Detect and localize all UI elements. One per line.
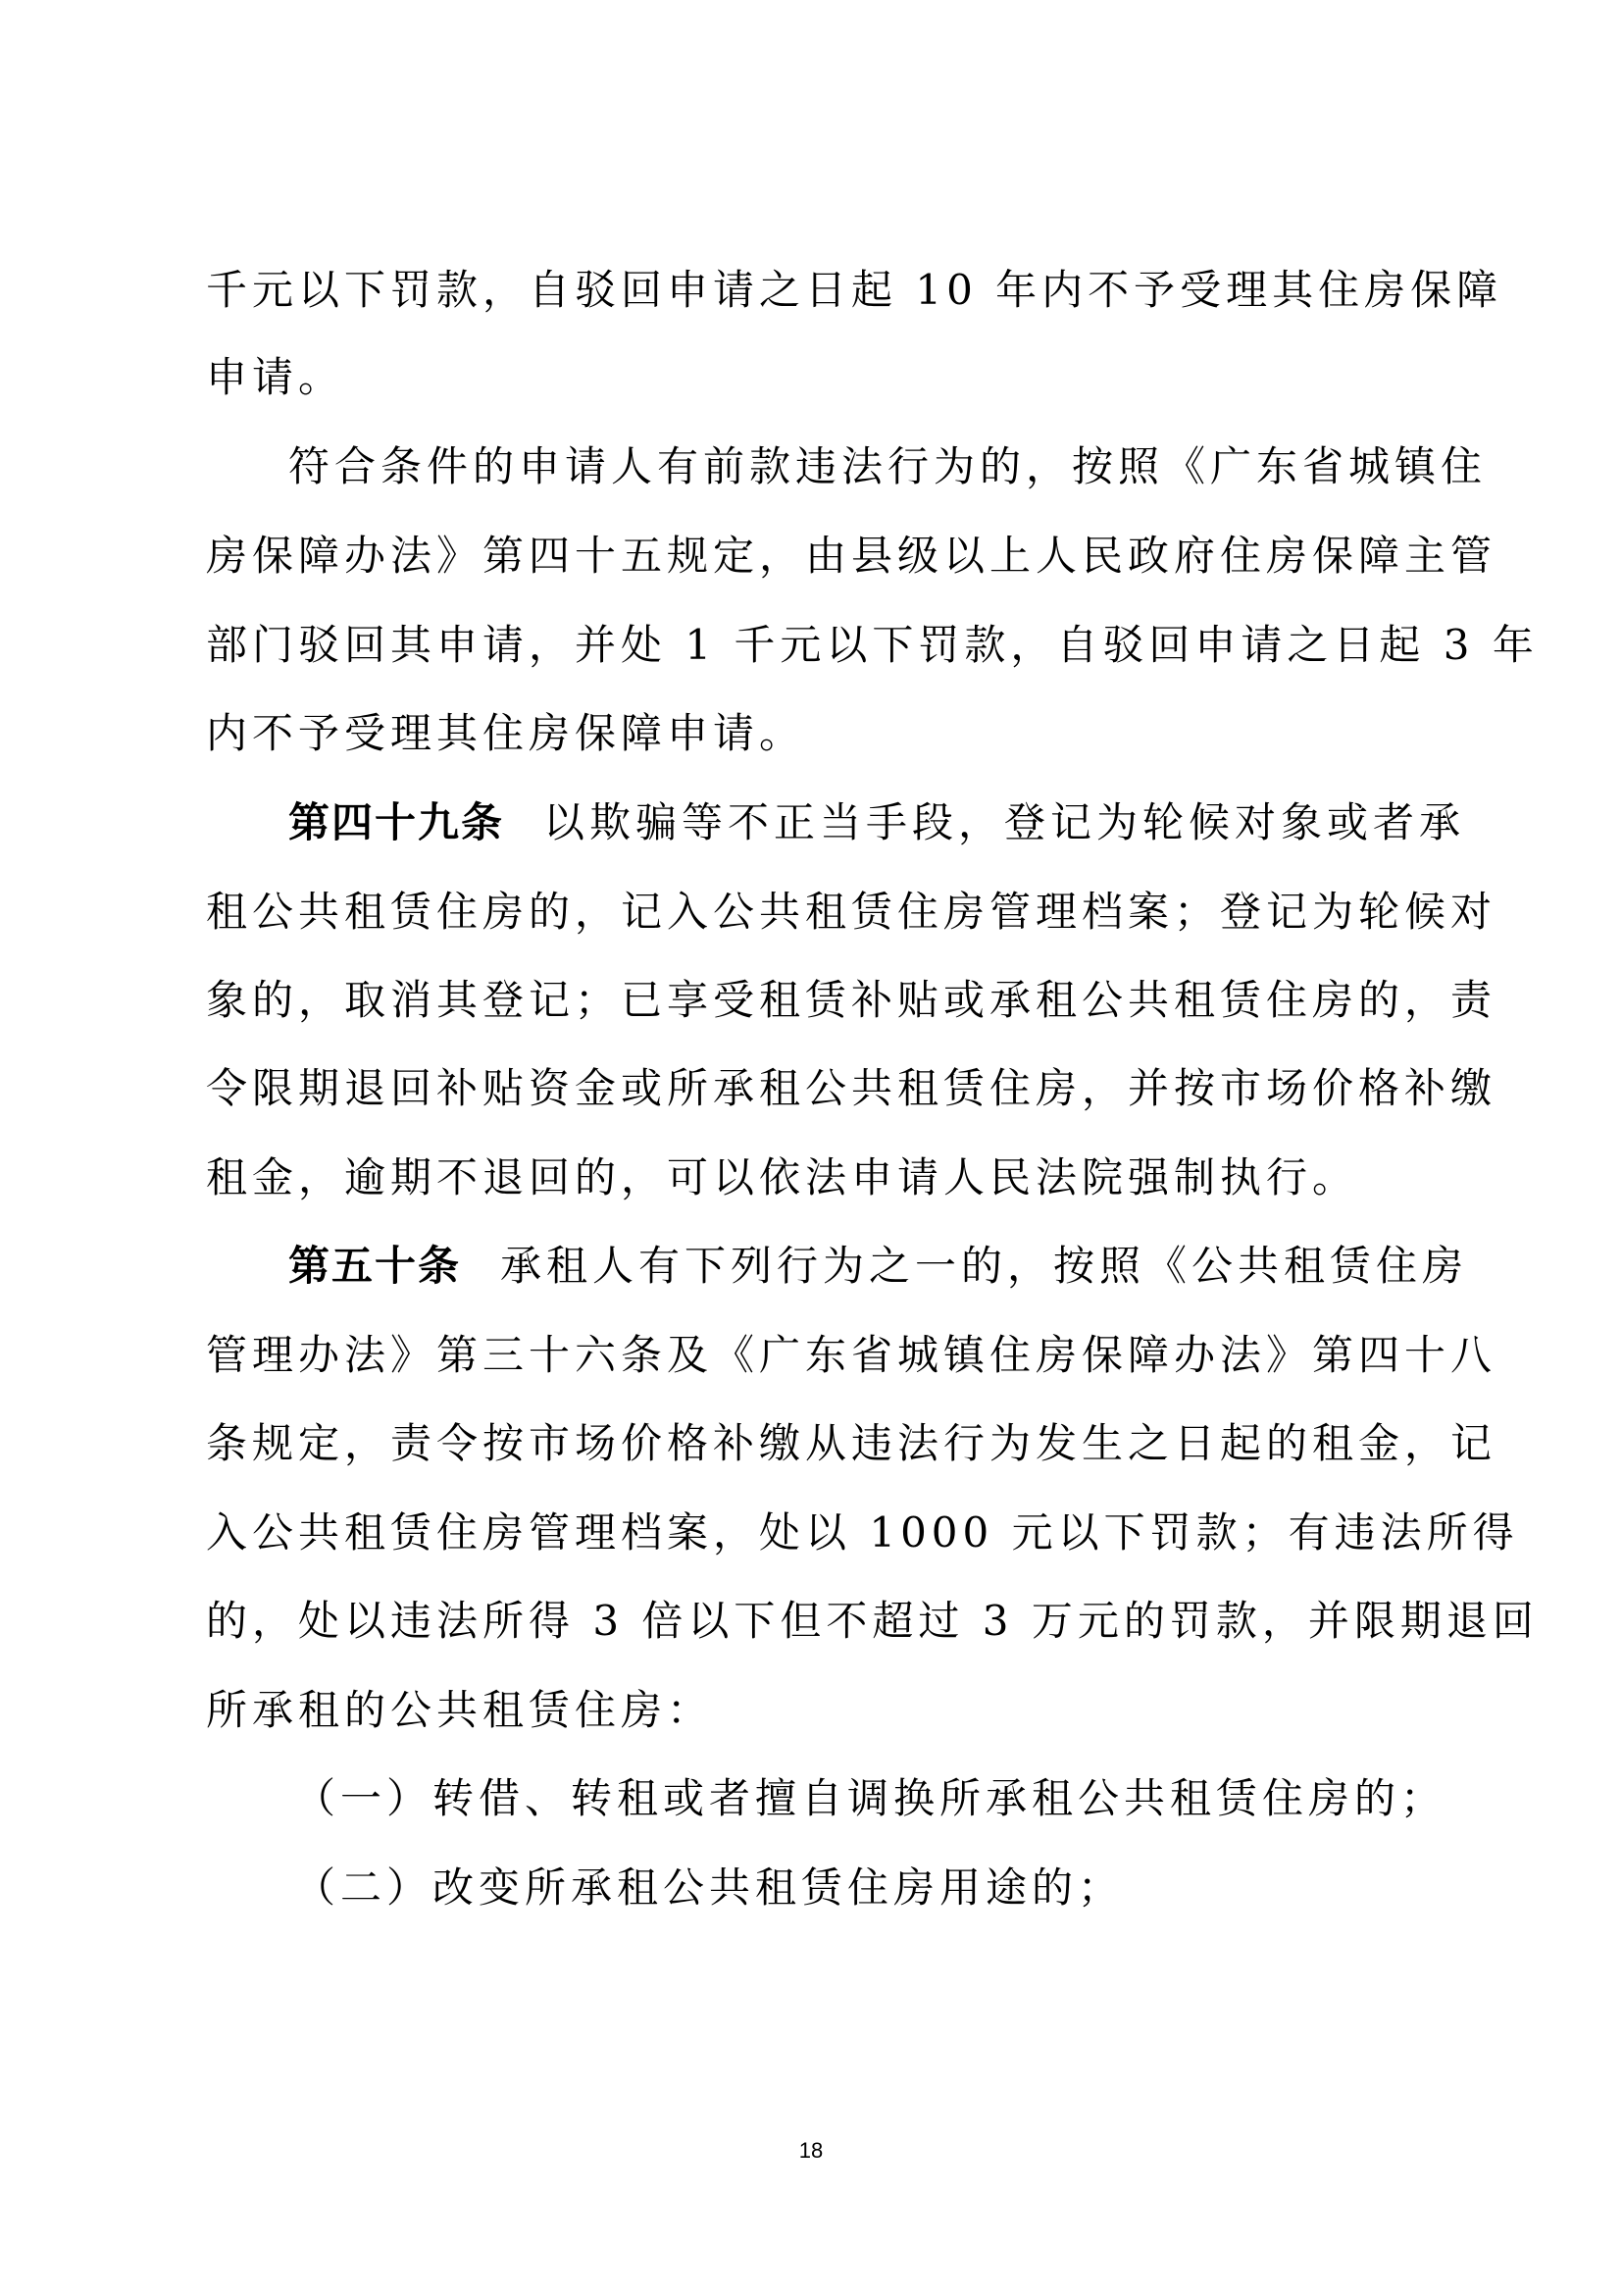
article-heading: 第四十九条 [288, 798, 505, 846]
paragraph-line: 令限期退回补贴资金或所承租公共租赁住房，并按市场价格补缴 [206, 1064, 1497, 1112]
paragraph-line: 千元以下罚款，自驳回申请之日起 10 年内不予受理其住房保障 [206, 266, 1503, 314]
paragraph-line: 管理办法》第三十六条及《广东省城镇住房保障办法》第四十八 [206, 1331, 1497, 1379]
paragraph-line: 符合条件的申请人有前款违法行为的，按照《广东省城镇住 [288, 442, 1488, 490]
list-item: （一）转借、转租或者擅自调换所承租公共租赁住房的； [294, 1774, 1447, 1822]
article-49-first-line [288, 795, 1514, 850]
paragraph-line: 入公共租赁住房管理档案，处以 1000 元以下罚款；有违法所得 [206, 1508, 1519, 1556]
paragraph-line: 部门驳回其申请，并处 1 千元以下罚款，自驳回申请之日起 3 年 [206, 621, 1539, 669]
page-number: 18 [798, 2138, 824, 2163]
paragraph-line: 租金，逾期不退回的，可以依法申请人民法院强制执行。 [206, 1153, 1359, 1201]
paragraph-line: 内不予受理其住房保障申请。 [206, 709, 806, 757]
paragraph-line: 所承租的公共租赁住房： [206, 1686, 714, 1734]
paragraph-line: 申请。 [206, 353, 345, 401]
article-50-first-line [288, 1239, 1514, 1294]
paragraph-line: 象的，取消其登记；已享受租赁补贴或承租公共租赁住房的，责 [206, 976, 1497, 1024]
paragraph-line: 的，处以违法所得 3 倍以下但不超过 3 万元的罚款，并限期退回 [206, 1597, 1539, 1645]
paragraph-line: 租公共租赁住房的，记入公共租赁住房管理档案；登记为轮候对 [206, 888, 1497, 936]
article-text: 以欺骗等不正当手段，登记为轮候对象或者承 [543, 798, 1466, 846]
article-text: 承租人有下列行为之一的，按照《公共租赁住房 [500, 1242, 1469, 1290]
paragraph-line: 房保障办法》第四十五规定，由县级以上人民政府住房保障主管 [206, 532, 1497, 580]
article-heading: 第五十条 [288, 1242, 462, 1290]
list-item: （二）改变所承租公共租赁住房用途的； [294, 1863, 1125, 1912]
paragraph-line: 条规定，责令按市场价格补缴从违法行为发生之日起的租金，记 [206, 1419, 1497, 1467]
